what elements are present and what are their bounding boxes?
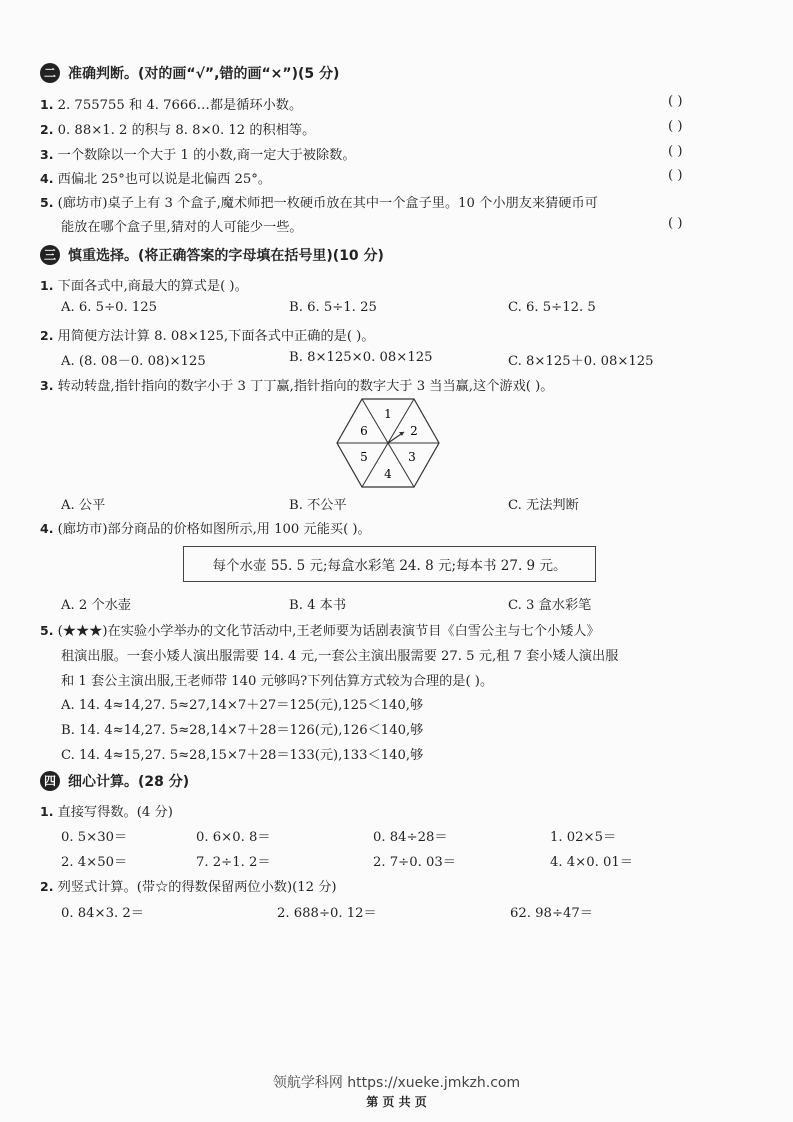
spinner-number: 1: [384, 407, 392, 421]
footer-site: 领航学科网 https://xueke.jmkzh.com: [272, 1075, 521, 1091]
price-box: 每个水壶 55. 5 元;每盒水彩笔 24. 8 元;每本书 27. 9 元。: [183, 546, 596, 582]
vertical-calc-item: 2. 688÷0. 12＝: [277, 906, 377, 921]
spinner-number: 3: [408, 450, 416, 464]
calc-item: 0. 6×0. 8＝: [196, 830, 271, 845]
spinner-diagram: [336, 398, 440, 488]
calc-item: 0. 5×30＝: [61, 830, 128, 845]
section-3-title: 慎重选择。(将正确答案的字母填在括号里)(10 分): [68, 248, 384, 264]
section-2-title: 准确判断。(对的画“√”,错的画“×”)(5 分): [68, 66, 340, 82]
answer-paren-2[interactable]: ( ): [668, 119, 683, 134]
choice-q4: 4. (廊坊市)部分商品的价格如图所示,用 100 元能买( )。: [40, 521, 371, 537]
judge-item-5-line2: 能放在哪个盒子里,猜对的人可能少一些。: [61, 220, 303, 235]
choice-q5-option-b[interactable]: B. 14. 4≈14,27. 5≈28,14×7＋28＝126(元),126＜140,够: [61, 723, 424, 738]
calc-item: 2. 7÷0. 03＝: [373, 855, 456, 870]
choice-q4-option-b[interactable]: B. 4 本书: [289, 598, 347, 613]
calc-item: 0. 84÷28＝: [373, 830, 448, 845]
choice-q4-option-a[interactable]: A. 2 个水壶: [61, 598, 132, 613]
answer-paren-4[interactable]: ( ): [668, 168, 683, 183]
spinner-number: 4: [384, 467, 392, 481]
choice-q2-option-a[interactable]: A. (8. 08－0. 08)×125: [61, 354, 206, 369]
choice-q3: 3. 转动转盘,指针指向的数字小于 3 丁丁赢,指针指向的数字大于 3 当当赢,这个游戏( )。: [40, 378, 554, 394]
choice-q5: 5. (★★★)在实验小学举办的文化节活动中,王老师要为话剧表演节目《白雪公主与七个小矮人》: [40, 623, 600, 639]
judge-item-1: 1. 2. 755755 和 4. 7666…都是循环小数。: [40, 97, 303, 113]
calc-item: 4. 4×0. 01＝: [550, 855, 633, 870]
vertical-calc-item: 62. 98÷47＝: [510, 906, 593, 921]
calc-q1: 1. 直接写得数。(4 分): [40, 804, 173, 820]
answer-paren-1[interactable]: ( ): [668, 94, 683, 109]
judge-item-2: 2. 0. 88×1. 2 的积与 8. 8×0. 12 的积相等。: [40, 122, 316, 138]
calc-item: 1. 02×5＝: [550, 830, 617, 845]
section-4-title: 细心计算。(28 分): [68, 774, 190, 790]
calc-q2: 2. 列竖式计算。(带☆的得数保留两位小数)(12 分): [40, 879, 337, 895]
judge-item-5: 5. (廊坊市)桌子上有 3 个盒子,魔术师把一枚硬币放在其中一个盒子里。10 个小朋友来猜硬币可: [40, 195, 598, 211]
answer-paren-5[interactable]: ( ): [668, 216, 683, 231]
choice-q2-option-b[interactable]: B. 8×125×0. 08×125: [289, 350, 433, 365]
calc-item: 2. 4×50＝: [61, 855, 128, 870]
choice-q1-option-b[interactable]: B. 6. 5÷1. 25: [289, 300, 377, 315]
section-2-number: 二: [40, 63, 60, 83]
vertical-calc-item: 0. 84×3. 2＝: [61, 906, 144, 921]
judge-item-3: 3. 一个数除以一个大于 1 的小数,商一定大于被除数。: [40, 147, 356, 163]
choice-q5-option-c[interactable]: C. 14. 4≈15,27. 5≈28,15×7＋28＝133(元),133＜140,够: [61, 748, 424, 763]
choice-q5-line2: 租演出服。一套小矮人演出服需要 14. 4 元,一套公主演出服需要 27. 5 元,租 7 套小矮人演出服: [61, 649, 619, 664]
choice-q3-option-a[interactable]: A. 公平: [61, 498, 106, 513]
choice-q1-option-c[interactable]: C. 6. 5÷12. 5: [508, 300, 596, 315]
answer-paren-3[interactable]: ( ): [668, 144, 683, 159]
choice-q1: 1. 下面各式中,商最大的算式是( )。: [40, 278, 248, 294]
section-4-header: [40, 771, 189, 791]
choice-q5-option-a[interactable]: A. 14. 4≈14,27. 5≈27,14×7＋27＝125(元),125＜140,够: [61, 698, 424, 713]
footer-page: 第 页 共 页: [366, 1095, 427, 1109]
choice-q1-option-a[interactable]: A. 6. 5÷0. 125: [61, 300, 158, 315]
choice-q2: 2. 用简便方法计算 8. 08×125,下面各式中正确的是( )。: [40, 328, 375, 344]
judge-item-4: 4. 西偏北 25°也可以说是北偏西 25°。: [40, 171, 272, 187]
choice-q3-option-b[interactable]: B. 不公平: [289, 498, 347, 513]
choice-q2-option-c[interactable]: C. 8×125＋0. 08×125: [508, 354, 654, 369]
section-2-header: [40, 63, 339, 83]
choice-q4-option-c[interactable]: C. 3 盒水彩笔: [508, 598, 592, 613]
section-3-header: [40, 245, 384, 265]
section-4-number: 四: [40, 771, 60, 791]
choice-q5-line3: 和 1 套公主演出服,王老师带 140 元够吗?下列估算方式较为合理的是( )。: [61, 674, 494, 689]
difficulty-stars: (★★★): [57, 624, 108, 639]
section-3-number: 三: [40, 245, 60, 265]
spinner-number: 2: [410, 424, 418, 438]
calc-item: 7. 2÷1. 2＝: [196, 855, 271, 870]
spinner-number: 5: [360, 450, 368, 464]
choice-q3-option-c[interactable]: C. 无法判断: [508, 498, 579, 513]
spinner-number: 6: [360, 424, 368, 438]
